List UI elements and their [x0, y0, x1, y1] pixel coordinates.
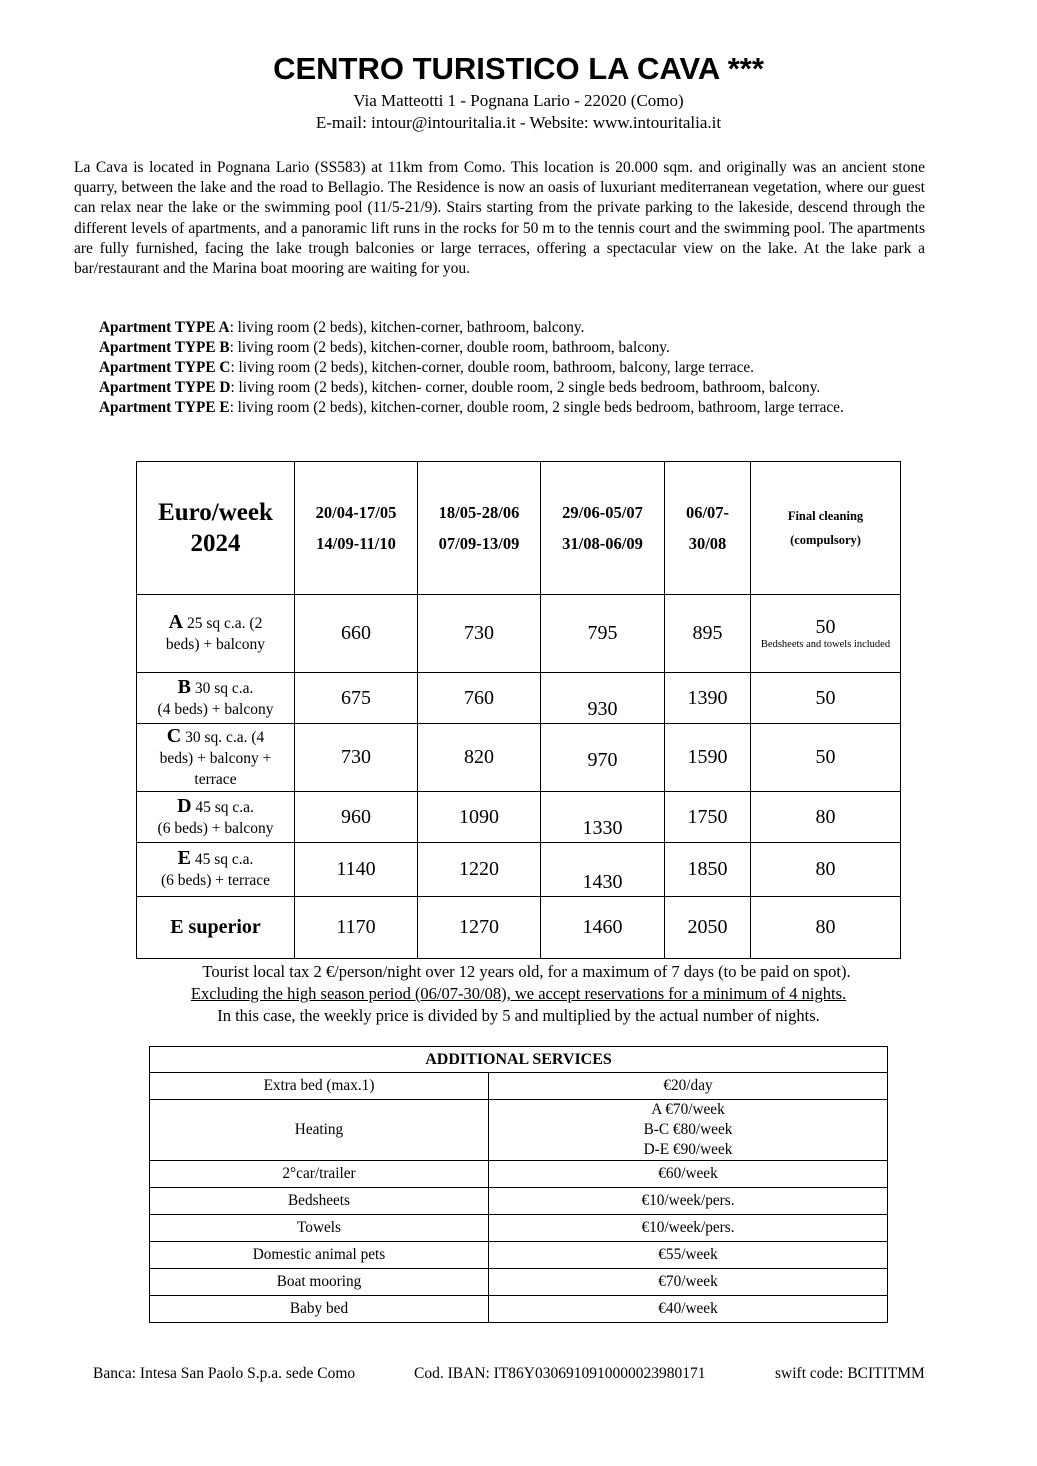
table-row	[150, 1161, 888, 1188]
table-row	[137, 843, 901, 897]
table-row	[150, 1296, 888, 1323]
services-title: ADDITIONAL SERVICES	[150, 1047, 888, 1073]
price-cell: 895	[665, 595, 751, 673]
row-label-line: beds) + balcony +	[159, 749, 272, 767]
table-row	[137, 673, 901, 724]
apartment-item	[99, 318, 844, 338]
price-table-header	[137, 462, 901, 595]
period-line: 07/09-13/09	[438, 534, 520, 553]
iban: Cod. IBAN: IT86Y0306910910000023980171	[414, 1365, 706, 1382]
table-row	[150, 1188, 888, 1215]
service-name: 2°car/trailer	[150, 1161, 489, 1188]
period-line: 29/06-05/07	[562, 503, 643, 522]
service-name: Bedsheets	[150, 1188, 489, 1215]
contact-info: E-mail: intour@intouritalia.it - Website: www.intouritalia.it	[315, 113, 722, 132]
price-cell: 1140	[295, 843, 418, 897]
service-name: Baby bed	[150, 1296, 489, 1323]
price-cell: 1270	[418, 897, 541, 959]
price-cell: 1850	[665, 843, 751, 897]
row-label	[137, 792, 295, 843]
price-cell: 1330	[541, 792, 665, 843]
row-label	[137, 595, 295, 673]
heating-price-line: D-E €90/week	[643, 1141, 733, 1158]
row-letter: C	[166, 724, 182, 747]
cleaning-header-line: (compulsory)	[790, 533, 861, 547]
row-label-line: 45 sq c.a.	[190, 851, 254, 868]
cleaning-header-line: Final cleaning	[787, 509, 864, 523]
price-cell: 675	[295, 673, 418, 724]
period-line: 14/09-11/10	[316, 534, 396, 553]
table-row	[137, 724, 901, 792]
service-price: €10/week/pers.	[489, 1215, 888, 1242]
period-header	[665, 462, 751, 595]
row-label-line: 30 sq. c.a. (4	[181, 728, 265, 746]
heating-price-line: A €70/week	[651, 1101, 725, 1118]
apartment-type-label: Apartment TYPE D	[99, 379, 231, 396]
table-row	[150, 1269, 888, 1296]
price-cell: 820	[418, 724, 541, 792]
row-label-line: 25 sq c.a. (2	[183, 615, 263, 632]
service-price: €10/week/pers.	[489, 1188, 888, 1215]
period-header	[418, 462, 541, 595]
row-letter: B	[177, 675, 191, 698]
document-title: CENTRO TURISTICO LA CAVA ***	[273, 51, 764, 86]
corner-cell	[137, 462, 295, 595]
corner-label: Euro/week	[158, 499, 273, 526]
row-letter: E superior	[170, 915, 261, 938]
cleaning-cell: 80	[751, 843, 901, 897]
service-price: €40/week	[489, 1296, 888, 1323]
apartment-type-label: Apartment TYPE C	[99, 359, 231, 376]
cleaning-cell: 80	[751, 792, 901, 843]
apartment-desc: : living room (2 beds), kitchen-corner, bathroom, balcony.	[229, 319, 585, 336]
price-cell: 1460	[541, 897, 665, 959]
cleaning-cell: 80	[751, 897, 901, 959]
price-cell: 1090	[418, 792, 541, 843]
price-cell: 1220	[418, 843, 541, 897]
period-line: 30/08	[688, 534, 727, 553]
apartment-type-label: Apartment TYPE A	[99, 319, 230, 336]
tourist-tax-note: Tourist local tax 2 €/person/night over 12 years old, for a maximum of 7 days (to be paid on spot).	[202, 962, 851, 981]
price-cell: 930	[541, 673, 665, 724]
period-line: 20/04-17/05	[315, 503, 397, 522]
price-cell: 660	[295, 595, 418, 673]
apartment-item	[99, 338, 844, 358]
cleaning-cell: 50	[751, 724, 901, 792]
period-line: 31/08-06/09	[562, 534, 643, 553]
swift-code: swift code: BCITITMM	[775, 1365, 925, 1382]
row-label	[137, 843, 295, 897]
row-label	[137, 897, 295, 959]
bank-name: Banca: Intesa San Paolo S.p.a. sede Como	[93, 1365, 356, 1382]
row-label-line: terrace	[194, 770, 237, 788]
cleaning-cell	[751, 595, 901, 673]
apartment-item	[99, 378, 844, 398]
table-row	[150, 1215, 888, 1242]
service-name: Heating	[150, 1100, 489, 1161]
cleaning-price: 50	[815, 616, 836, 638]
row-label-line: 45 sq c.a.	[191, 798, 254, 816]
row-label-line: (6 beds) + terrace	[161, 872, 270, 889]
period-header	[295, 462, 418, 595]
reservation-note: Excluding the high season period (06/07-30/08), we accept reservations for a minimum of 4 nights.	[190, 984, 847, 1003]
cleaning-header	[751, 462, 901, 595]
row-label	[137, 724, 295, 792]
address: Via Matteotti 1 - Pognana Lario - 22020 (Como)	[353, 91, 684, 110]
intro-paragraph: La Cava is located in Pognana Lario (SS583) at 11km from Como. This location is 20.000 sqm. and originally was an ancient stone quarry, between the lake and the road to Bellagio. The Residence is now an oasis of luxuriant mediterranean vegetation, where our guest can relax near the lake or the swimming pool (11/5-21/9). Stairs starting from the private parking to the lakeside, descend through the different levels of apartments, and a panoramic lift runs in the rocks for 50 m to the tennis court and the swimming pool. The apartments are fully furnished, facing the lake trough balconies or large terraces, offering a spectacular view on the lake. At the lake park a bar/restaurant and the Marina boat mooring are waiting for you.	[74, 159, 925, 278]
price-table	[136, 461, 901, 959]
service-name: Domestic animal pets	[150, 1242, 489, 1269]
heating-price-line: B-C €80/week	[643, 1121, 733, 1138]
row-label	[137, 673, 295, 724]
service-price: €55/week	[489, 1242, 888, 1269]
table-row	[137, 897, 901, 959]
period-line: 18/05-28/06	[438, 503, 520, 522]
services-table	[149, 1046, 888, 1323]
service-name: Towels	[150, 1215, 489, 1242]
apartment-list	[99, 318, 844, 418]
price-cell: 760	[418, 673, 541, 724]
row-letter: E	[177, 847, 191, 869]
price-cell: 1390	[665, 673, 751, 724]
price-cell: 795	[541, 595, 665, 673]
corner-year: 2024	[190, 530, 241, 557]
service-name: Boat mooring	[150, 1269, 489, 1296]
row-label-line: (6 beds) + balcony	[157, 819, 274, 837]
row-letter: D	[177, 794, 192, 817]
price-cell: 1170	[295, 897, 418, 959]
table-row	[150, 1242, 888, 1269]
apartment-item	[99, 358, 844, 378]
cleaning-cell: 50	[751, 673, 901, 724]
service-price: €20/day	[489, 1073, 888, 1100]
apartment-desc: : living room (2 beds), kitchen-corner, double room, bathroom, balcony, large terrace.	[230, 359, 754, 376]
period-line: 06/07-	[685, 503, 730, 522]
apartment-type-label: Apartment TYPE B	[99, 339, 230, 356]
service-price	[489, 1100, 888, 1161]
price-cell: 1590	[665, 724, 751, 792]
price-cell: 970	[541, 724, 665, 792]
row-label-line: (4 beds) + balcony	[157, 700, 274, 718]
apartment-desc: : living room (2 beds), kitchen- corner, double room, 2 single beds bedroom, bathroom, balcony.	[230, 379, 821, 396]
apartment-item	[99, 398, 844, 418]
services-title-row	[150, 1047, 888, 1073]
price-cell: 1430	[541, 843, 665, 897]
price-cell: 960	[295, 792, 418, 843]
table-row	[150, 1073, 888, 1100]
row-letter: A	[168, 611, 184, 633]
apartment-desc: : living room (2 beds), kitchen-corner, double room, 2 single beds bedroom, bathroom, large terrace.	[229, 399, 844, 416]
service-name: Extra bed (max.1)	[150, 1073, 489, 1100]
apartment-type-label: Apartment TYPE E	[99, 399, 230, 416]
price-cell: 730	[418, 595, 541, 673]
service-price: €60/week	[489, 1161, 888, 1188]
row-label-line: 30 sq c.a.	[190, 679, 254, 697]
service-price: €70/week	[489, 1269, 888, 1296]
price-cell: 730	[295, 724, 418, 792]
table-row	[137, 792, 901, 843]
price-calculation-note: In this case, the weekly price is divided by 5 and multiplied by the actual number of nights.	[217, 1006, 820, 1025]
period-header	[541, 462, 665, 595]
apartment-desc: : living room (2 beds), kitchen-corner, double room, bathroom, balcony.	[229, 339, 670, 356]
table-row	[150, 1100, 888, 1161]
price-cell: 2050	[665, 897, 751, 959]
price-cell: 1750	[665, 792, 751, 843]
row-label-line: beds) + balcony	[165, 636, 266, 653]
table-row	[137, 595, 901, 673]
cleaning-note: Bedsheets and towels included	[760, 639, 891, 650]
